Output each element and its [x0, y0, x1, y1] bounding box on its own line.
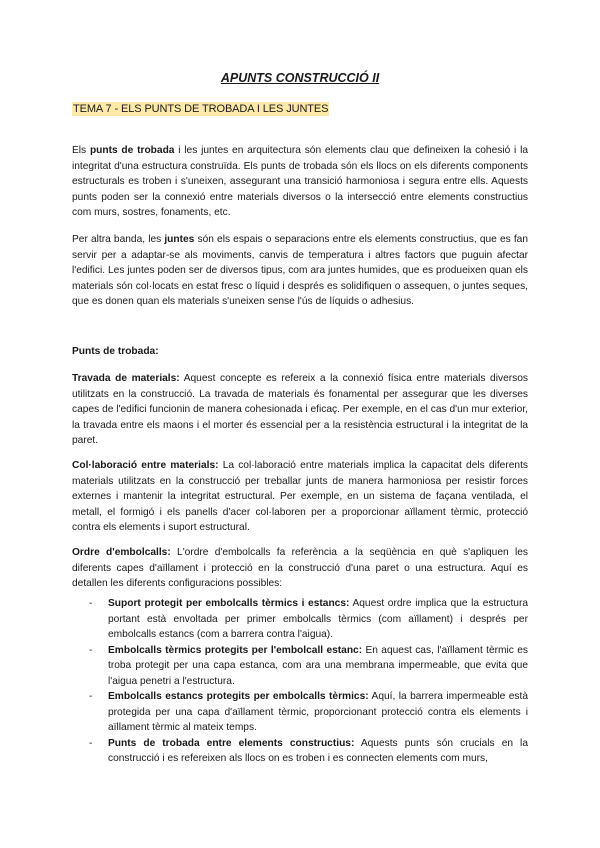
list-dash: -	[89, 691, 93, 702]
document-title: APUNTS CONSTRUCCIÓ II	[220, 71, 380, 85]
topic-subtitle: TEMA 7 - ELS PUNTS DE TROBADA I LES JUNTES	[73, 103, 329, 115]
list-dash: -	[89, 644, 93, 656]
bold-term: punts de trobada	[89, 145, 175, 156]
paragraph-text: són els espais o separacions entre els elements constructius, que es fan servir per a adaptar-se als moviments, canvis de temperatura i altres factors que puguin afectar l'edifici. Les juntes poden ser de diversos tipus, com ara juntes humides, que es produeixen quan els materials són col·locats en estat fresc o líquid i després es solidifiquen o assequen, o juntes seques, que es donen quan els materials s'uneixen sense l'ús de líquids o adhesius.	[72, 234, 528, 307]
list-item-text: En aquest cas, l'aïllament tèrmic es troba protegit per una capa estanca, com ara una membrana impermeable, que evita que l'aigua penetri a l'estructura.	[108, 644, 528, 687]
list-item	[72, 596, 528, 643]
paragraph-text: La col·laboració entre materials implica la capacitat dels diferents materials utilitzats en la construcció per treballar junts de manera harmoniosa per resistir forces externes i mantenir la integritat estructural. Per exemple, en un sistema de façana ventilada, el metall, el formigó i els panells d'acer col·laboren per a proporcionar aïllament tèrmic, protecció contra els elements i suport estructural.	[72, 460, 528, 533]
list-item	[72, 643, 528, 690]
embolcalls-list	[72, 596, 528, 767]
paragraph-collaboracio	[72, 458, 528, 536]
list-dash: -	[89, 737, 93, 749]
paragraph-text: Per altra banda, les	[72, 234, 165, 245]
paragraph-text: Aquest concepte es refereix a la connexió física entre materials diversos utilitzats en la construcció. La travada de materials és fonamental per assegurar que les diverses capes de l'edifici funcionin de manera cohesionada i eficaç. Per exemple, en el cas d'un mur exterior, la travada entre els maons i el morter és essencial per a la resistència estructural i la integritat de la paret.	[72, 373, 528, 446]
list-item-text: Aquí, la barrera impermeable està protegida per una capa d'aïllament tèrmic, proporcionant protecció contra els elements i aïllament tèrmic al mateix temps.	[108, 691, 528, 733]
paragraph-text: L'ordre d'embolcalls fa referència a la seqüència en què s'apliquen les diferents capes d'aïllament i protecció en la construcció d'una paret o una estructura. Aquí es detallen les diferents configuracions possibles:	[72, 547, 528, 589]
paragraph-ordre-embolcalls	[72, 545, 528, 592]
section-heading: Punts de trobada:	[72, 346, 159, 357]
paragraph-punts-de-trobada	[72, 143, 528, 221]
bold-term: Col·laboració entre materials:	[72, 460, 219, 471]
bold-term: Ordre d'embolcalls:	[72, 547, 171, 558]
paragraph-travada	[72, 371, 528, 449]
paragraph-text: i les juntes en arquitectura són elements clau que defineixen la cohesió i la integritat d'una estructura construïda. Els punts de trobada són els llocs on els diferents components estructurals es troben i s'uneixen, assegurant una transició harmoniosa i segura entre ells. Aquests punts poden ser la connexió entre materials diversos o la intersecció entre elements constructius com murs, sostres, fonaments, etc.	[72, 145, 529, 218]
bold-term: Embolcalls tèrmics protegits per l'embolcall estanc:	[108, 644, 363, 656]
list-item	[72, 689, 528, 736]
list-item-text: Aquest ordre implica que la estructura portant està envoltada per primer embolcalls tèrmics (com aïllament) i després per embolcalls estancs (com a barrera contra l'aigua).	[108, 598, 529, 640]
paragraph-juntes	[72, 232, 528, 310]
bold-term: juntes	[164, 234, 195, 245]
list-dash: -	[89, 598, 93, 609]
list-item-text: Aquests punts són crucials en la construcció i es refereixen als llocs on es troben i es connecten elements com murs,	[108, 737, 528, 764]
bold-term: Travada de materials:	[72, 373, 180, 384]
bold-term: Embolcalls estancs protegits per embolcalls tèrmics:	[108, 691, 369, 702]
bold-term: Suport protegit per embolcalls tèrmics i estancs:	[108, 598, 350, 609]
paragraph-text: Els	[72, 145, 90, 156]
bold-term: Punts de trobada entre elements constructius:	[108, 737, 355, 749]
list-item	[72, 736, 528, 767]
